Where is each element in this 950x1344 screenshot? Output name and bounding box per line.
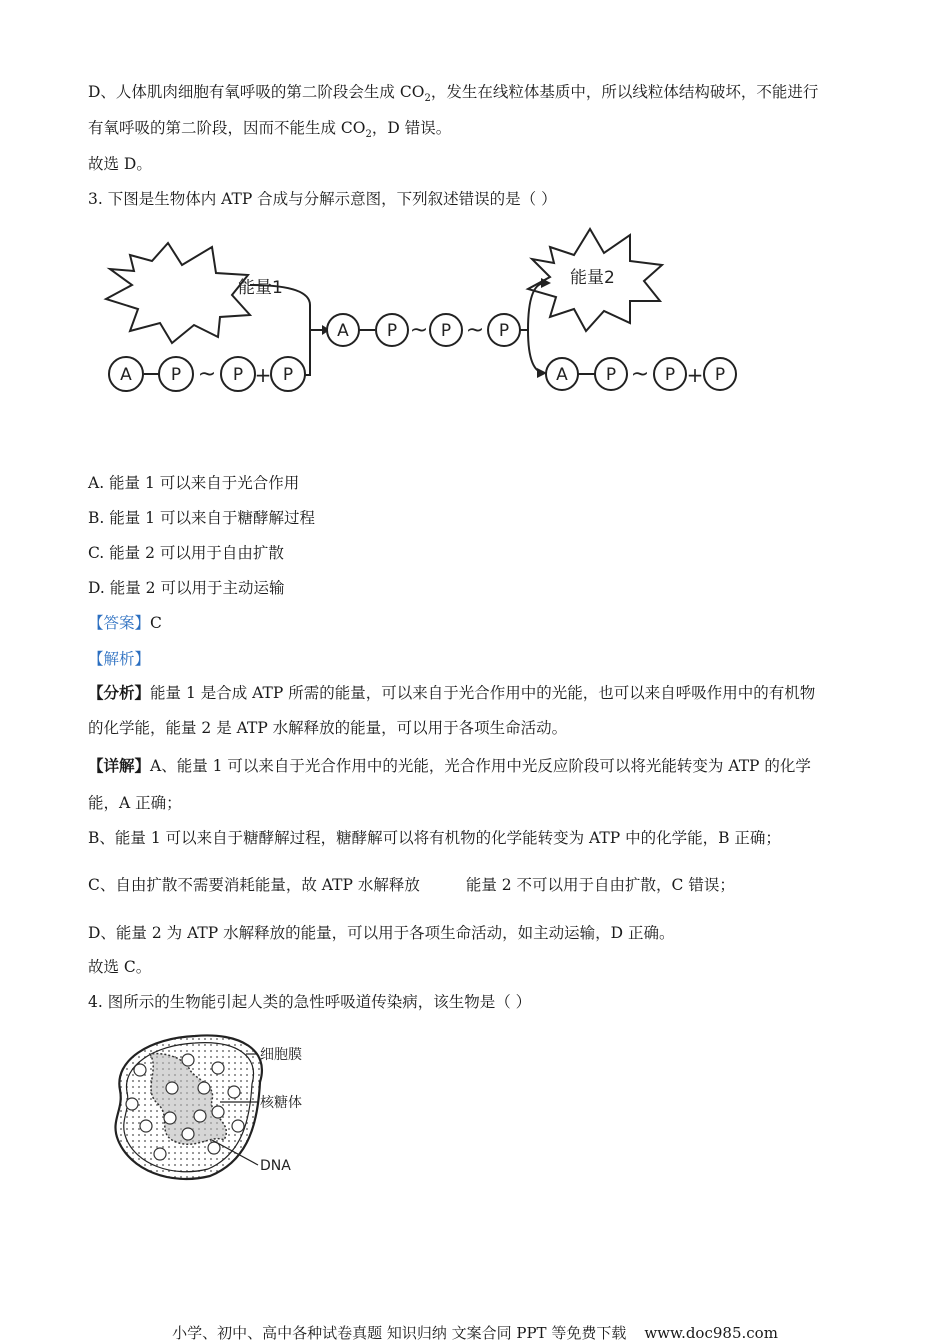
atp-p1: P (386, 321, 398, 341)
q3-fenxi-line1: 【分析】能量 1 是合成 ATP 所需的能量，可以来自于光合作用中的光能，也可以来自呼吸作用中的有机物 (88, 683, 816, 702)
q3-fenxi-line2: 的化学能，能量 2 是 ATP 水解释放的能量，可以用于各项生命活动。 (88, 719, 568, 737)
atp-p2: P (440, 321, 452, 341)
hydrolysis-bracket (520, 283, 545, 373)
q3-detail-line1: 【详解】A、能量 1 可以来自于光合作用中的光能，光合作用中光反应阶段可以将光能转变为 ATP 的化学 (88, 756, 811, 775)
q3-option-d: D. 能量 2 可以用于主动运输 (88, 579, 285, 597)
footer-url[interactable]: www.doc985.com (644, 1324, 778, 1342)
q3-option-a: A. 能量 1 可以来自于光合作用 (88, 474, 300, 492)
q3-choose: 故选 C。 (88, 958, 152, 976)
right-a: A (556, 365, 568, 385)
left-plus: + (254, 363, 272, 387)
left-p2: P (232, 365, 244, 385)
left-p1: P (170, 365, 182, 385)
energy1-label: 能量1 (238, 278, 283, 298)
answer-value: C (150, 614, 162, 632)
mycoplasma-diagram (100, 1030, 330, 1190)
left-tilde: ~ (197, 362, 217, 387)
q4-stem: 4. 图所示的生物能引起人类的急性呼吸道传染病，该生物是（ ） (88, 993, 532, 1011)
q3-analysis-tag: 【解析】 (88, 650, 151, 668)
right-plus: + (686, 363, 704, 387)
page-footer (0, 1322, 950, 1343)
answer-tag: 【答案】 (88, 614, 151, 632)
ribosome-label: 核糖体 (260, 1095, 302, 1111)
q2-d-line1: D、人体肌肉细胞有氧呼吸的第二阶段会生成 $CO_2$，发生在线粒体基质中，所以线粒体结构破坏，不能进行 (88, 83, 819, 105)
q3-option-b: B. 能量 1 可以来自于糖酵解过程 (88, 509, 315, 527)
membrane-label: 细胞膜 (260, 1047, 302, 1063)
atp-tilde2: ~ (465, 318, 485, 343)
right-p3: P (714, 365, 726, 385)
atp-a: A (337, 321, 349, 341)
q3-answer (88, 613, 162, 633)
q3-option-c: C. 能量 2 可以用于自由扩散 (88, 544, 284, 562)
q3-stem: 3. 下图是生物体内 ATP 合成与分解示意图，下列叙述错误的是（ ） (88, 190, 557, 208)
atp-p3: P (498, 321, 510, 341)
q2-d-line2: 有氧呼吸的第二阶段，因而不能生成 $CO_2$，D 错误。 (88, 119, 452, 141)
q3-detail-b: B、能量 1 可以来自于糖酵解过程，糖酵解可以将有机物的化学能转变为 ATP 中的化学能，B 正确； (88, 829, 781, 847)
q2-choose: 故选 D。 (88, 155, 152, 173)
atp-diagram (100, 225, 760, 415)
footer-text: 小学、初中、高中各种试卷真题 知识归纳 文案合同 PPT 等免费下载 (172, 1324, 627, 1342)
energy2-label: 能量2 (570, 268, 615, 288)
q3-detail-line2: 能，A 正确； (88, 794, 182, 812)
right-p2: P (664, 365, 676, 385)
energy1-burst (106, 243, 250, 343)
right-p1: P (605, 365, 617, 385)
q3-detail-c: C、自由扩散不需要消耗能量，故 ATP 水解释放 能量 2 不可以用于自由扩散，C 错误； (88, 876, 735, 894)
dna-label: DNA (260, 1158, 291, 1174)
left-a: A (120, 365, 132, 385)
left-p3: P (282, 365, 294, 385)
atp-tilde1: ~ (409, 318, 429, 343)
q3-detail-d: D、能量 2 为 ATP 水解释放的能量，可以用于各项生命活动，如主动运输，D 正确。 (88, 924, 675, 942)
right-tilde: ~ (630, 362, 650, 387)
